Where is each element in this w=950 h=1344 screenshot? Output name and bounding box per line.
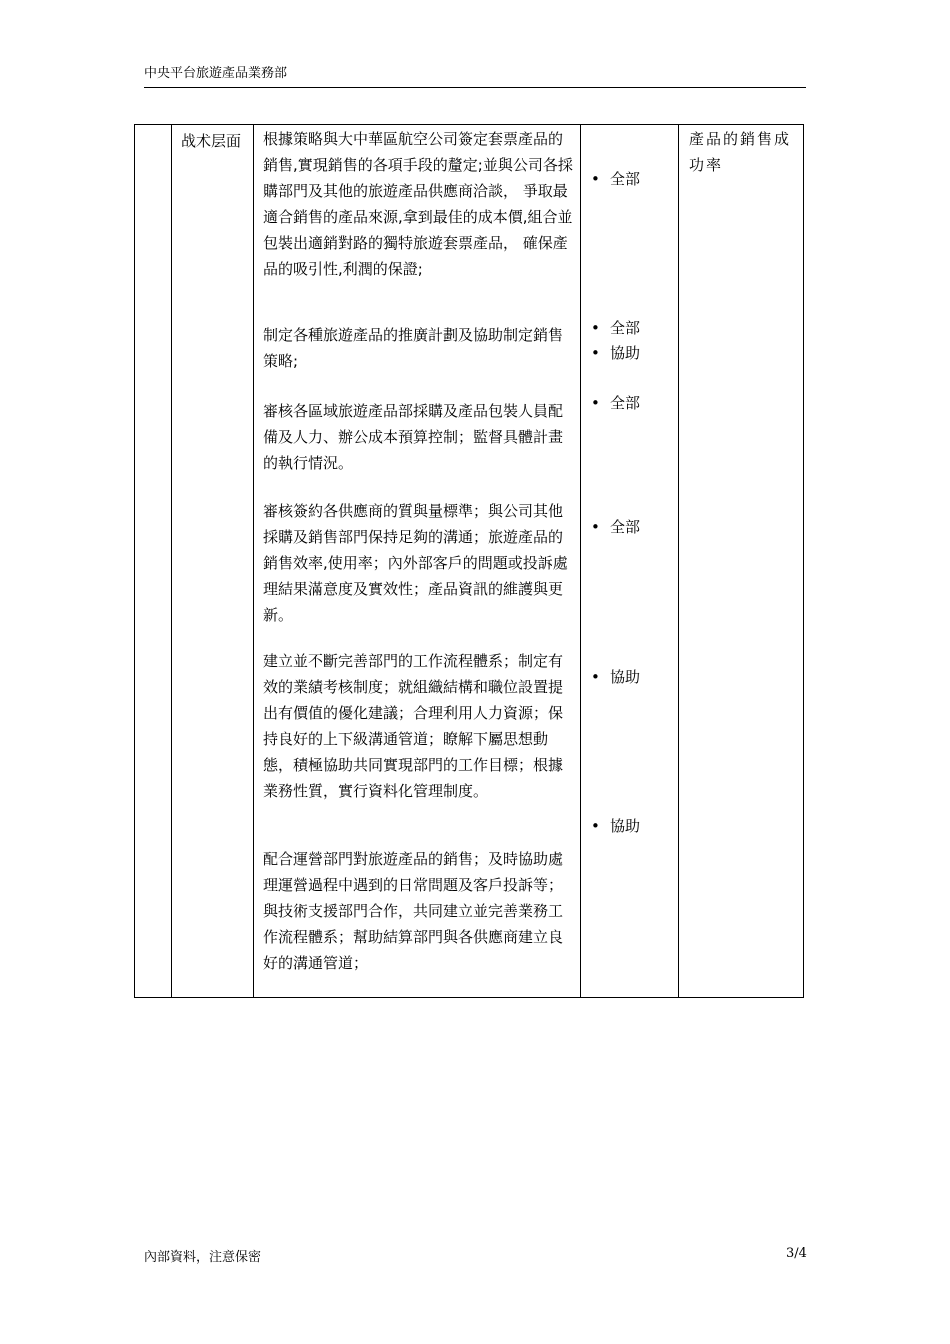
duty-item: 建立並不斷完善部門的工作流程體系；制定有效的業績考核制度；就組織結構和職位設置提出有價值的優化建議；合理利用人力資源；保持良好的上下級溝通管道；瞭解下屬思想動態，積極協助共同實現部門的工作目標；根據業務性質，實行資料化管理制度。	[263, 652, 564, 800]
blank-cell	[135, 125, 172, 998]
role-item	[591, 341, 640, 366]
role-item	[591, 167, 640, 192]
kpi-cell	[679, 125, 804, 998]
role-label: 協助	[610, 344, 641, 362]
bullet-icon: •	[591, 817, 600, 835]
role-item	[591, 665, 640, 690]
role-item	[591, 515, 640, 540]
roles-cell	[581, 125, 679, 998]
role-label: 協助	[610, 668, 641, 686]
bullet-icon: •	[591, 344, 600, 362]
responsibility-table	[134, 124, 804, 998]
bullet-icon: •	[591, 668, 600, 686]
role-item	[591, 814, 640, 839]
table-row	[135, 125, 804, 998]
duty-item: 審核各區域旅遊產品部採購及產品包裝人員配備及人力、辦公成本預算控制；監督具體計畫的執行情況。	[263, 402, 564, 472]
role-label: 全部	[610, 518, 641, 536]
level-cell	[172, 125, 254, 998]
bullet-icon: •	[591, 319, 600, 337]
duties-cell	[254, 125, 581, 998]
duty-item: 制定各種旅遊產品的推廣計劃及協助制定銷售策略;	[263, 326, 564, 370]
duty-item: 根據策略與大中華區航空公司簽定套票產品的銷售,實現銷售的各項手段的釐定;並與公司各採購部門及其他的旅遊產品供應商洽談， 爭取最適合銷售的產品來源,拿到最佳的成本價,組合並包裝出適銷對路的獨特旅遊套票產品， 確保產品的吸引性,利潤的保證;	[263, 130, 573, 278]
role-label: 全部	[610, 170, 641, 188]
duty-item: 配合運營部門對旅遊產品的銷售；及時協助處理運營過程中遇到的日常問題及客戶投訴等；與技術支援部門合作，共同建立並完善業務工作流程體系；幫助結算部門與各供應商建立良好的溝通管道；	[263, 850, 564, 972]
role-label: 全部	[610, 319, 641, 337]
role-label: 協助	[610, 817, 641, 835]
bullet-icon: •	[591, 394, 600, 412]
level-label: 战术层面	[181, 132, 242, 150]
kpi-label: 產品的銷售成功率	[689, 130, 792, 174]
confidential-note: 內部資料，注意保密	[144, 1250, 262, 1265]
page-number: 3/4	[786, 1246, 807, 1261]
bullet-icon: •	[591, 518, 600, 536]
role-item	[591, 391, 640, 416]
bullet-icon: •	[591, 170, 600, 188]
role-item	[591, 316, 640, 341]
role-label: 全部	[610, 394, 641, 412]
page-header: 中央平台旅遊產品業務部	[144, 64, 806, 88]
duty-item: 審核簽約各供應商的質與量標準；與公司其他採購及銷售部門保持足夠的溝通；旅遊產品的銷售效率,使用率；內外部客戶的問題或投訴處理結果滿意度及實效性；產品資訊的維護與更新。	[263, 502, 568, 624]
